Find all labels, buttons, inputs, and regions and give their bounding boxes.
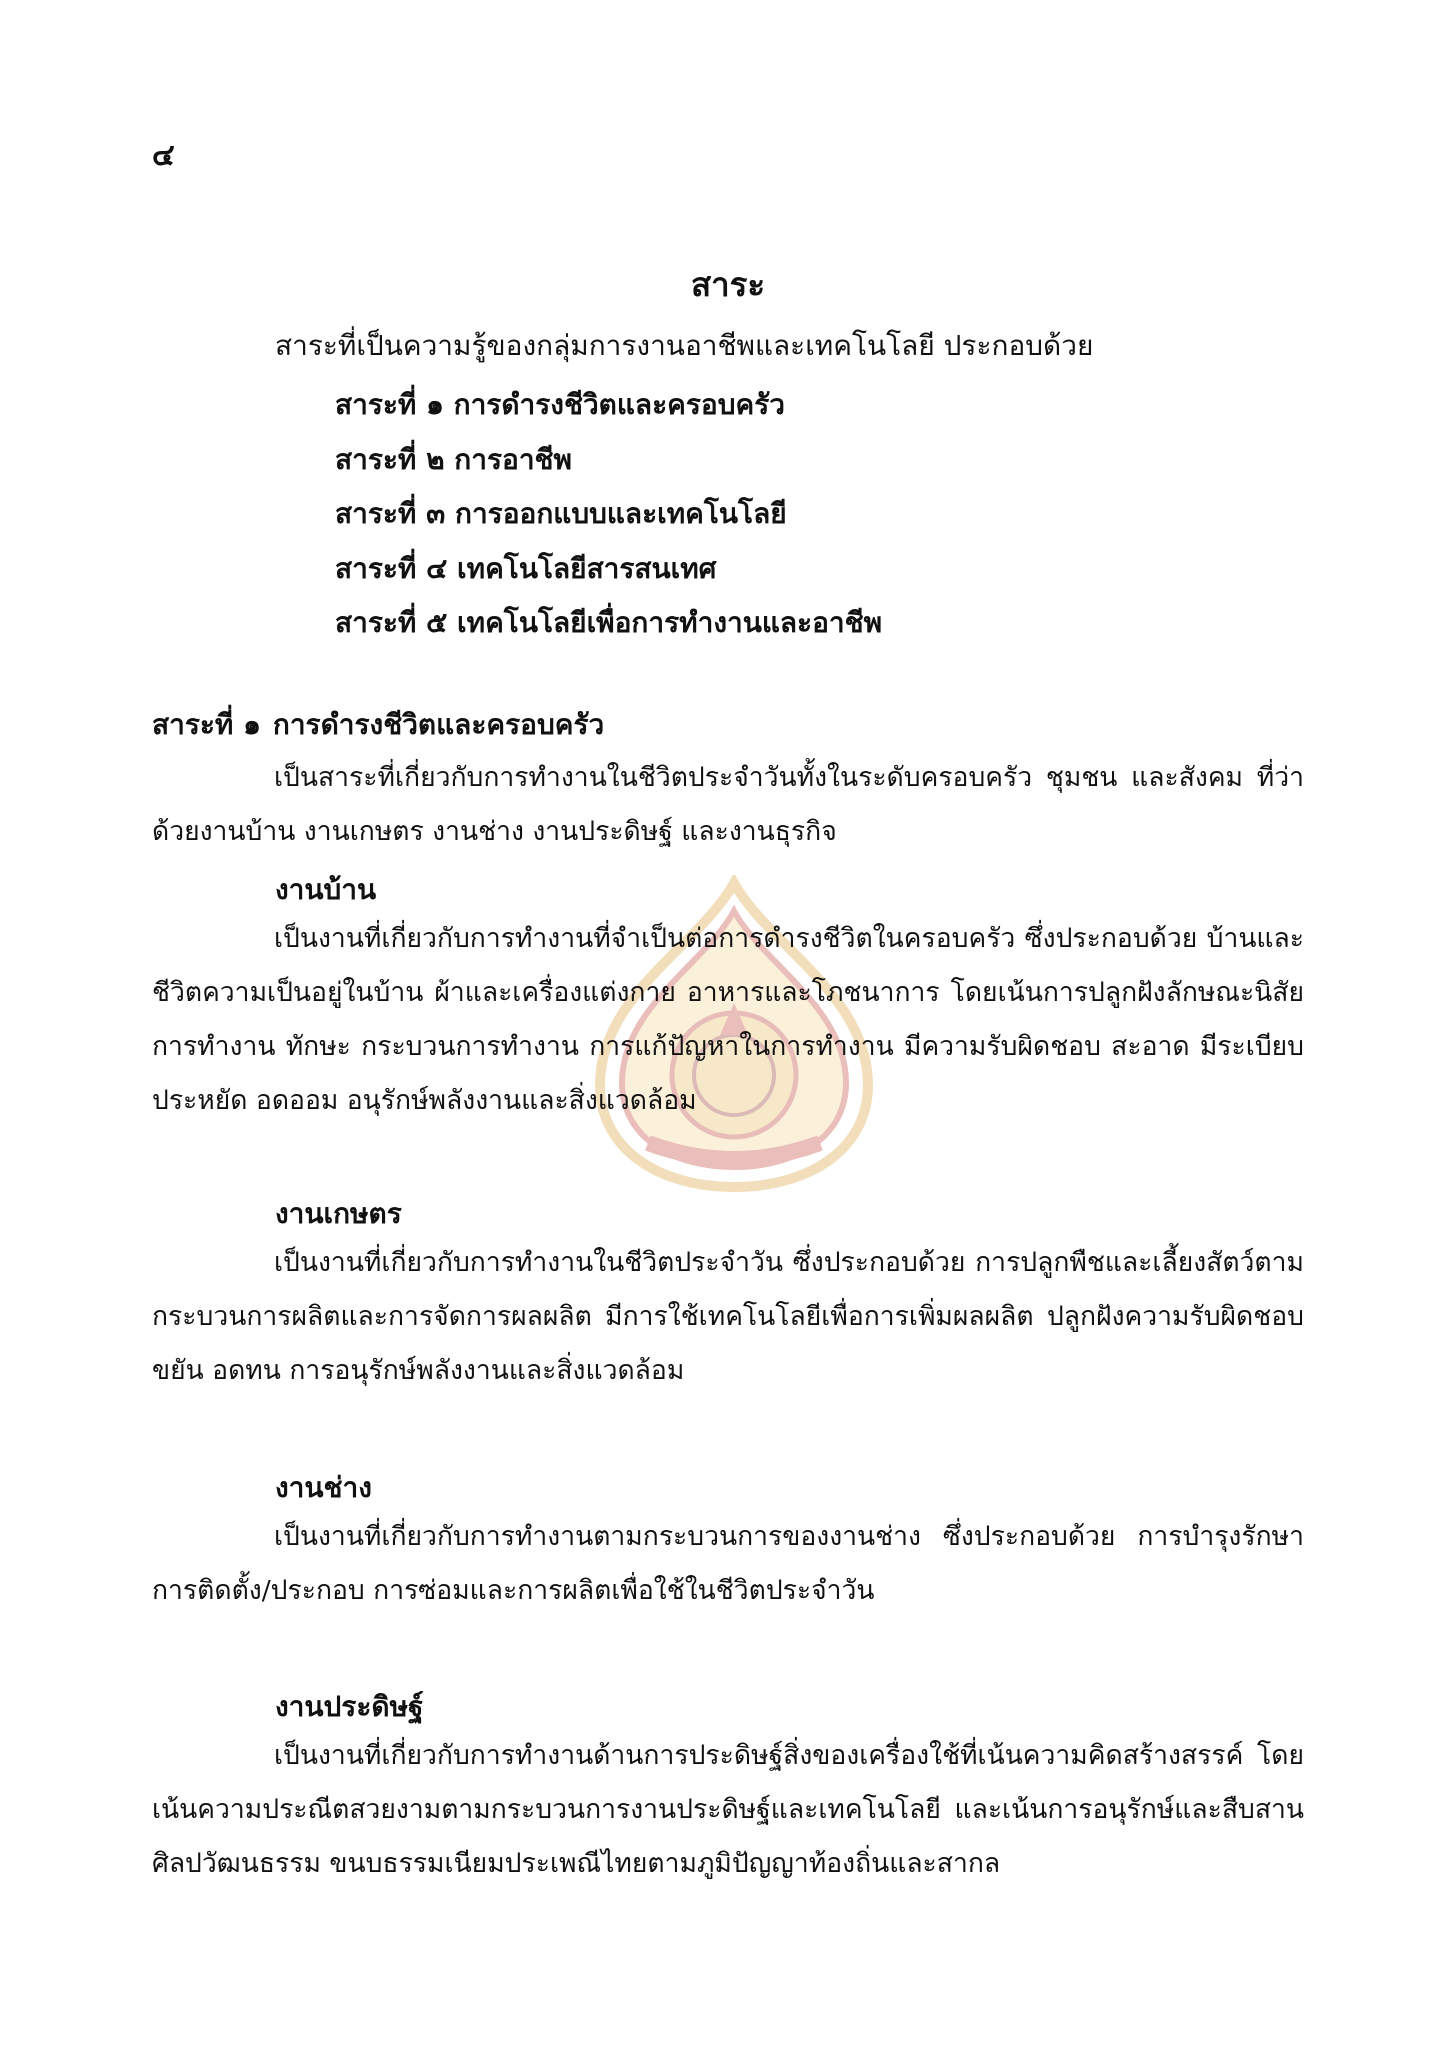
section-1-label: สาระที่ ๑	[152, 708, 261, 741]
strand-item-2: สาระที่ ๒ การอาชีพ	[335, 442, 573, 476]
agriculture-heading: งานเกษตร	[275, 1197, 402, 1230]
strand-item-1: สาระที่ ๑ การดำรงชีวิตและครอบครัว	[335, 388, 785, 421]
strand-item-3: สาระที่ ๓ การออกแบบและเทคโนโลยี	[335, 497, 787, 530]
intro-line: สาระที่เป็นความรู้ของกลุ่มการงานอาชีพและเทคโนโลยี ประกอบด้วย	[275, 329, 1094, 362]
section-1-description: เป็นสาระที่เกี่ยวกับการทำงานในชีวิตประจำวันทั้งในระดับครอบครัว ชุมชน และสังคม ที่ว่าด้วยงานบ้าน งานเกษตร งานช่าง งานประดิษฐ์ และงานธุรกิจ	[152, 762, 1304, 847]
section-1-title: การดำรงชีวิตและครอบครัว	[272, 708, 605, 741]
home-heading: งานบ้าน	[275, 873, 377, 906]
strand-item-5: สาระที่ ๕ เทคโนโลยีเพื่อการทำงานและอาชีพ	[335, 606, 883, 639]
section-1-heading	[152, 703, 604, 747]
craft-heading: งานช่าง	[275, 1471, 372, 1504]
invention-heading: งานประดิษฐ์	[275, 1690, 424, 1723]
page-number: ๔	[152, 138, 175, 173]
craft-text: เป็นงานที่เกี่ยวกับการทำงานตามกระบวนการของงานช่าง ซึ่งประกอบด้วย การบำรุงรักษา การติดตั้ง/ประกอบ การซ่อมและการผลิตเพื่อใช้ในชีวิตประจำวัน	[152, 1521, 1304, 1606]
strand-item-4: สาระที่ ๔ เทคโนโลยีสารสนเทศ	[335, 551, 717, 585]
home-text: เป็นงานที่เกี่ยวกับการทำงานที่จำเป็นต่อการดำรงชีวิตในครอบครัว ซึ่งประกอบด้วย บ้านและชีวิตความเป็นอยู่ในบ้าน ผ้าและเครื่องแต่งกาย อาหารและโภชนาการ โดยเน้นการปลูกฝังลักษณะนิสัยการทำงาน ทักษะ กระบวนการทำงาน การแก้ปัญหาในการทำงาน มีความรับผิดชอบ สะอาด มีระเบียบ ประหยัด อดออม อนุรักษ์พลังงานและสิ่งแวดล้อม	[152, 923, 1304, 1116]
page-title: สาระ	[690, 265, 766, 304]
invention-text: เป็นงานที่เกี่ยวกับการทำงานด้านการประดิษฐ์สิ่งของเครื่องใช้ที่เน้นความคิดสร้างสรรค์ โดยเน้นความประณีตสวยงามตามกระบวนการงานประดิษฐ์และเทคโนโลยี และเน้นการอนุรักษ์และสืบสานศิลปวัฒนธรรม ขนบธรรมเนียมประเพณีไทยตามภูมิปัญญาท้องถิ่นและสากล	[152, 1740, 1304, 1879]
agriculture-text: เป็นงานที่เกี่ยวกับการทำงานในชีวิตประจำวัน ซึ่งประกอบด้วย การปลูกพืชและเลี้ยงสัตว์ตามกระบวนการผลิตและการจัดการผลผลิต มีการใช้เทคโนโลยีเพื่อการเพิ่มผลผลิต ปลูกฝังความรับผิดชอบ ขยัน อดทน การอนุรักษ์พลังงานและสิ่งแวดล้อม	[152, 1247, 1304, 1386]
strand-list	[335, 378, 882, 651]
